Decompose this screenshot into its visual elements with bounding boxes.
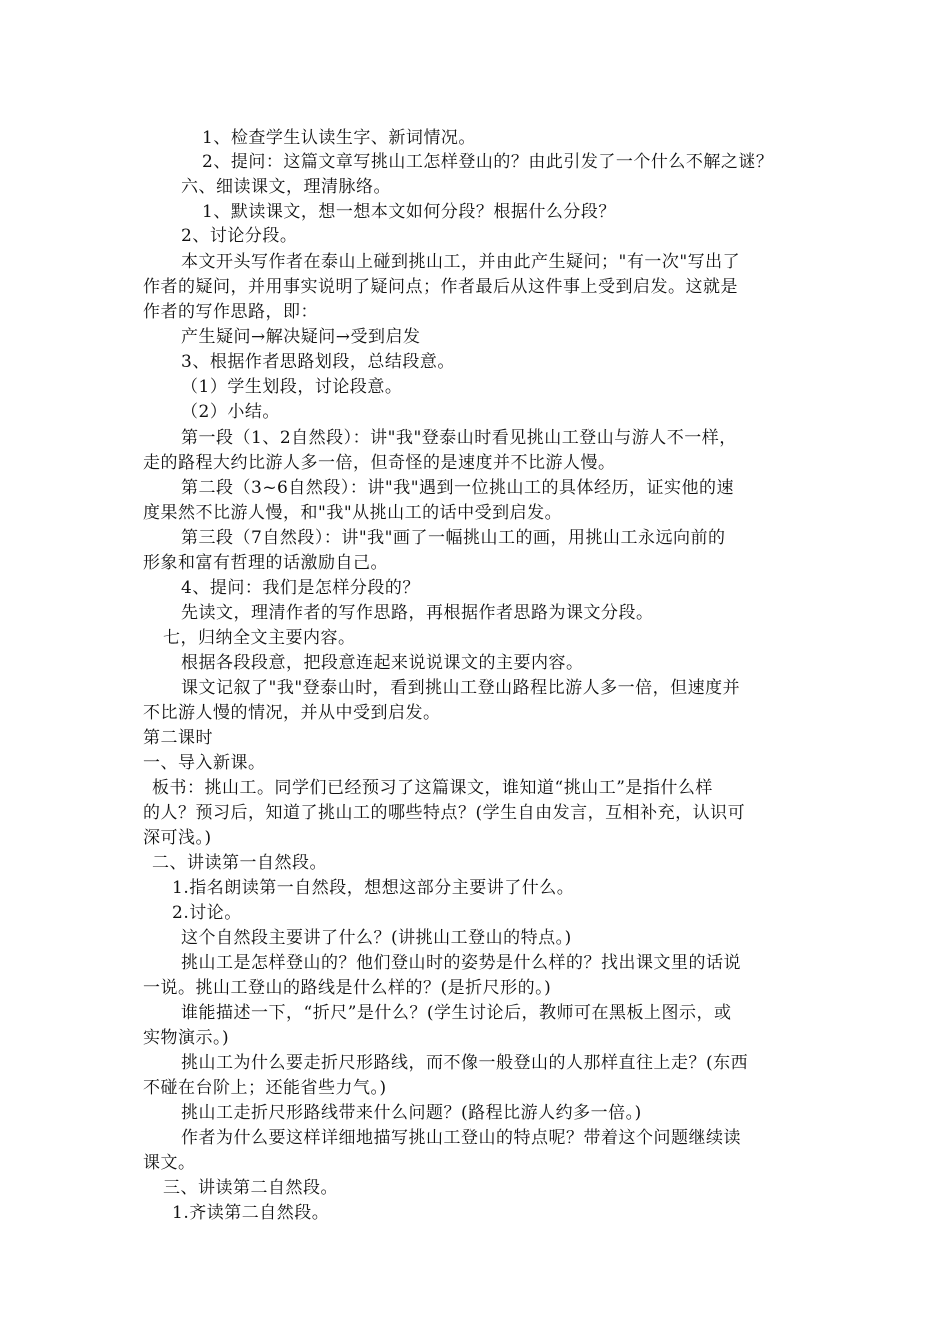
text-line: 挑山工是怎样登山的？他们登山时的姿势是什么样的？找出课文里的话说 [181,953,741,973]
text-line: 不比游人慢的情况，并从中受到启发。 [143,703,441,723]
text-line: 的人？预习后，知道了挑山工的哪些特点？(学生自由发言，互相补充，认识可 [143,803,746,823]
text-line: （2）小结。 [181,402,280,422]
text-line: 深可浅。) [143,828,212,848]
text-line: 这个自然段主要讲了什么？(讲挑山工登山的特点。) [181,928,572,948]
text-line: 产生疑问→解决疑问→受到启发 [181,327,421,347]
text-line: 作者为什么要这样详细地描写挑山工登山的特点呢？带着这个问题继续读 [181,1128,741,1148]
text-line: 1.指名朗读第一自然段，想想这部分主要讲了什么。 [172,878,575,898]
text-line: 课文记叙了"我"登泰山时，看到挑山工登山路程比游人多一倍，但速度并 [181,678,741,698]
text-line: 4、提问：我们是怎样分段的？ [181,578,420,598]
text-line: 2、讨论分段。 [181,226,298,246]
text-line: 3、根据作者思路划段，总结段意。 [181,352,455,372]
text-line: 一、导入新课。 [143,753,266,773]
text-line: 不碰在台阶上；还能省些力气。) [143,1078,387,1098]
text-line: 作者的疑问，并用事实说明了疑问点；作者最后从这件事上受到启发。这就是 [143,277,738,297]
text-line: 作者的写作思路，即： [143,302,318,322]
text-line: 2.讨论。 [172,903,242,923]
text-line: 三、讲读第二自然段。 [163,1178,338,1198]
text-line: 第三段（7自然段）：讲"我"画了一幅挑山工的画，用挑山工永远向前的 [181,528,726,548]
text-line: 先读文，理清作者的写作思路，再根据作者思路为课文分段。 [181,603,654,623]
text-line: 六、细读课文，理清脉络。 [181,177,391,197]
text-line: 二、讲读第一自然段。 [152,853,327,873]
text-line: 1.齐读第二自然段。 [172,1203,330,1223]
text-line: （1）学生划段，讨论段意。 [181,377,403,397]
text-line: 第一段（1、2自然段）：讲"我"登泰山时看见挑山工登山与游人不一样， [181,428,737,448]
section-heading: 第二课时 [143,728,213,748]
text-line: 1、默读课文，想一想本文如何分段？根据什么分段？ [202,202,616,222]
text-line: 度果然不比游人慢，和"我"从挑山工的话中受到启发。 [143,503,563,523]
text-line: 1、检查学生认读生字、新词情况。 [202,128,476,148]
text-line: 第二段（3~6自然段）：讲"我"遇到一位挑山工的具体经历，证实他的速 [181,478,735,498]
text-line: 实物演示。) [143,1028,230,1048]
text-line: 板书：挑山工。同学们已经预习了这篇课文，谁知道“挑山工”是指什么样 [152,778,713,798]
text-line: 本文开头写作者在泰山上碰到挑山工，并由此产生疑问；"有一次"写出了 [181,252,741,272]
text-line: 谁能描述一下，“折尺”是什么？(学生讨论后，教师可在黑板上图示，或 [181,1003,732,1023]
text-line: 走的路程大约比游人多一倍，但奇怪的是速度并不比游人慢。 [143,453,616,473]
text-line: 一说。挑山工登山的路线是什么样的？(是折尺形的。) [143,978,552,998]
text-line: 挑山工为什么要走折尺形路线，而不像一般登山的人那样直往上走？(东西 [181,1053,749,1073]
text-line: 课文。 [143,1153,196,1173]
text-line: 七，归纳全文主要内容。 [163,628,356,648]
text-line: 挑山工走折尺形路线带来什么问题？(路程比游人约多一倍。) [181,1103,642,1123]
text-line: 2、提问：这篇文章写挑山工怎样登山的？由此引发了一个什么不解之谜？ [202,152,774,172]
text-line: 形象和富有哲理的话激励自己。 [143,553,388,573]
text-line: 根据各段段意，把段意连起来说说课文的主要内容。 [181,653,584,673]
